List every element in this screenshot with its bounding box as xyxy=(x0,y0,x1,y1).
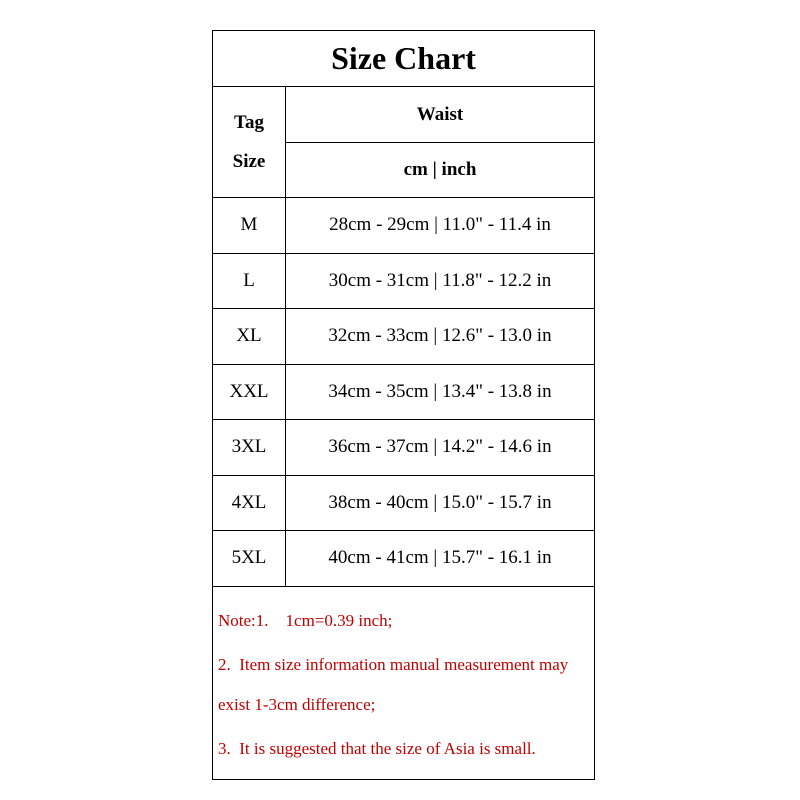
note-line-2: 2. Item size information manual measurement may xyxy=(218,655,569,674)
waist-cell: 38cm - 40cm | 15.0" - 15.7 in xyxy=(328,491,552,513)
tag-size-cell: 5XL xyxy=(213,531,286,586)
unit-header: cm | inch xyxy=(286,143,594,198)
table-row xyxy=(213,309,594,365)
size-chart-table xyxy=(212,30,595,780)
note-line-3: exist 1-3cm difference; xyxy=(218,695,376,714)
waist-cell: 28cm - 29cm | 11.0" - 11.4 in xyxy=(329,214,551,236)
waist-cell: 36cm - 37cm | 14.2" - 14.6 in xyxy=(328,436,552,458)
tag-size-cell: 4XL xyxy=(213,476,286,531)
chart-title: Size Chart xyxy=(213,31,594,87)
waist-cell: 34cm - 35cm | 13.4" - 13.8 in xyxy=(328,380,552,402)
tag-size-cell: 3XL xyxy=(213,420,286,475)
waist-header: Waist xyxy=(286,87,594,143)
size-rows xyxy=(213,198,594,587)
table-row xyxy=(213,254,594,310)
table-row xyxy=(213,420,594,476)
table-row xyxy=(213,365,594,421)
tag-size-header xyxy=(213,87,286,198)
waist-cell: 40cm - 41cm | 15.7" - 16.1 in xyxy=(328,547,552,569)
table-row xyxy=(213,198,594,254)
note-line-1: Note:1. 1cm=0.39 inch; xyxy=(218,611,393,630)
tag-size-cell: XL xyxy=(213,309,286,364)
tag-size-cell: M xyxy=(213,198,286,253)
waist-cell: 30cm - 31cm | 11.8" - 12.2 in xyxy=(328,269,552,291)
tag-size-header-line1: Tag xyxy=(234,112,264,133)
tag-size-cell: L xyxy=(213,254,286,309)
waist-cell: 32cm - 33cm | 12.6" - 13.0 in xyxy=(328,325,552,347)
tag-size-header-line2: Size xyxy=(232,151,266,172)
table-row xyxy=(213,476,594,532)
table-row xyxy=(213,531,594,587)
note-line-4: 3. It is suggested that the size of Asia is small. xyxy=(218,739,536,758)
tag-size-cell: XXL xyxy=(213,365,286,420)
